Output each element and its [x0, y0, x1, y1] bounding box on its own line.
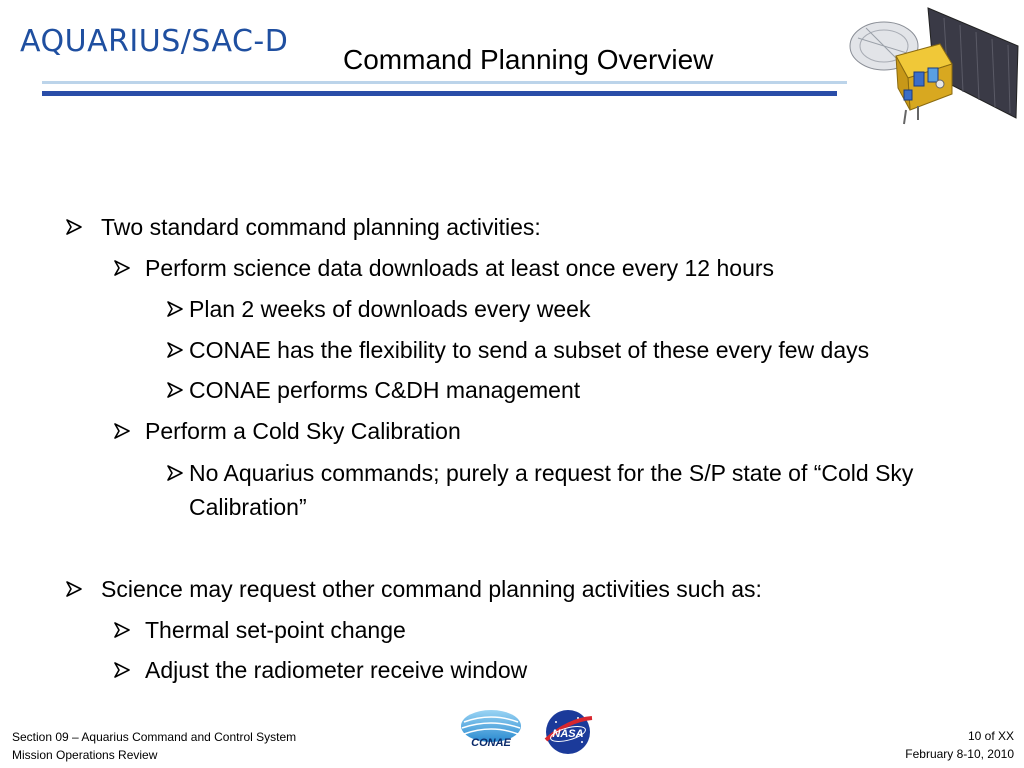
footer-right	[905, 727, 1014, 763]
footer-left	[12, 728, 296, 764]
page-number: 10 of XX	[967, 729, 1014, 743]
arrow-bullet-icon	[165, 380, 185, 400]
footer-section: Section 09 – Aquarius Command and Control System	[12, 730, 297, 744]
arrow-bullet-icon	[112, 660, 132, 680]
bullet-text: Thermal set-point change	[145, 617, 406, 643]
bullet-text: Plan 2 weeks of downloads every week	[189, 296, 591, 322]
slide-title: Command Planning Overview	[343, 44, 714, 75]
bullet-text: Perform science data downloads at least once every 12 hours	[145, 255, 775, 281]
bullet-text: CONAE has the flexibility to send a subset of these every few days	[189, 337, 870, 363]
nasa-logo-icon	[542, 706, 594, 758]
footer-review: Mission Operations Review	[12, 748, 158, 762]
footer-date: February 8-10, 2010	[905, 747, 1014, 761]
arrow-bullet-icon	[112, 620, 132, 640]
bullet-text: CONAE performs C&DH management	[189, 377, 581, 403]
nasa-label: NASA	[552, 728, 584, 740]
aquarius-sacd-logo: AQUARIUS/SAC-D	[20, 24, 289, 59]
arrow-bullet-icon	[165, 463, 185, 483]
conae-label: CONAE	[471, 737, 511, 749]
bullet-text: Two standard command planning activities:	[101, 214, 541, 240]
bullet-text: No Aquarius commands; purely a request for the S/P state of “Cold Sky Calibration”	[189, 460, 914, 520]
arrow-bullet-icon	[112, 258, 132, 278]
arrow-bullet-icon	[165, 340, 185, 360]
arrow-bullet-icon	[64, 579, 84, 599]
bullet-text: Perform a Cold Sky Calibration	[145, 418, 461, 444]
conae-logo-icon	[458, 708, 524, 754]
arrow-bullet-icon	[165, 299, 185, 319]
arrow-bullet-icon	[112, 421, 132, 441]
bullet-text: Science may request other command planning activities such as:	[101, 576, 762, 602]
bullet-text: Adjust the radiometer receive window	[145, 657, 528, 683]
arrow-bullet-icon	[64, 217, 84, 237]
